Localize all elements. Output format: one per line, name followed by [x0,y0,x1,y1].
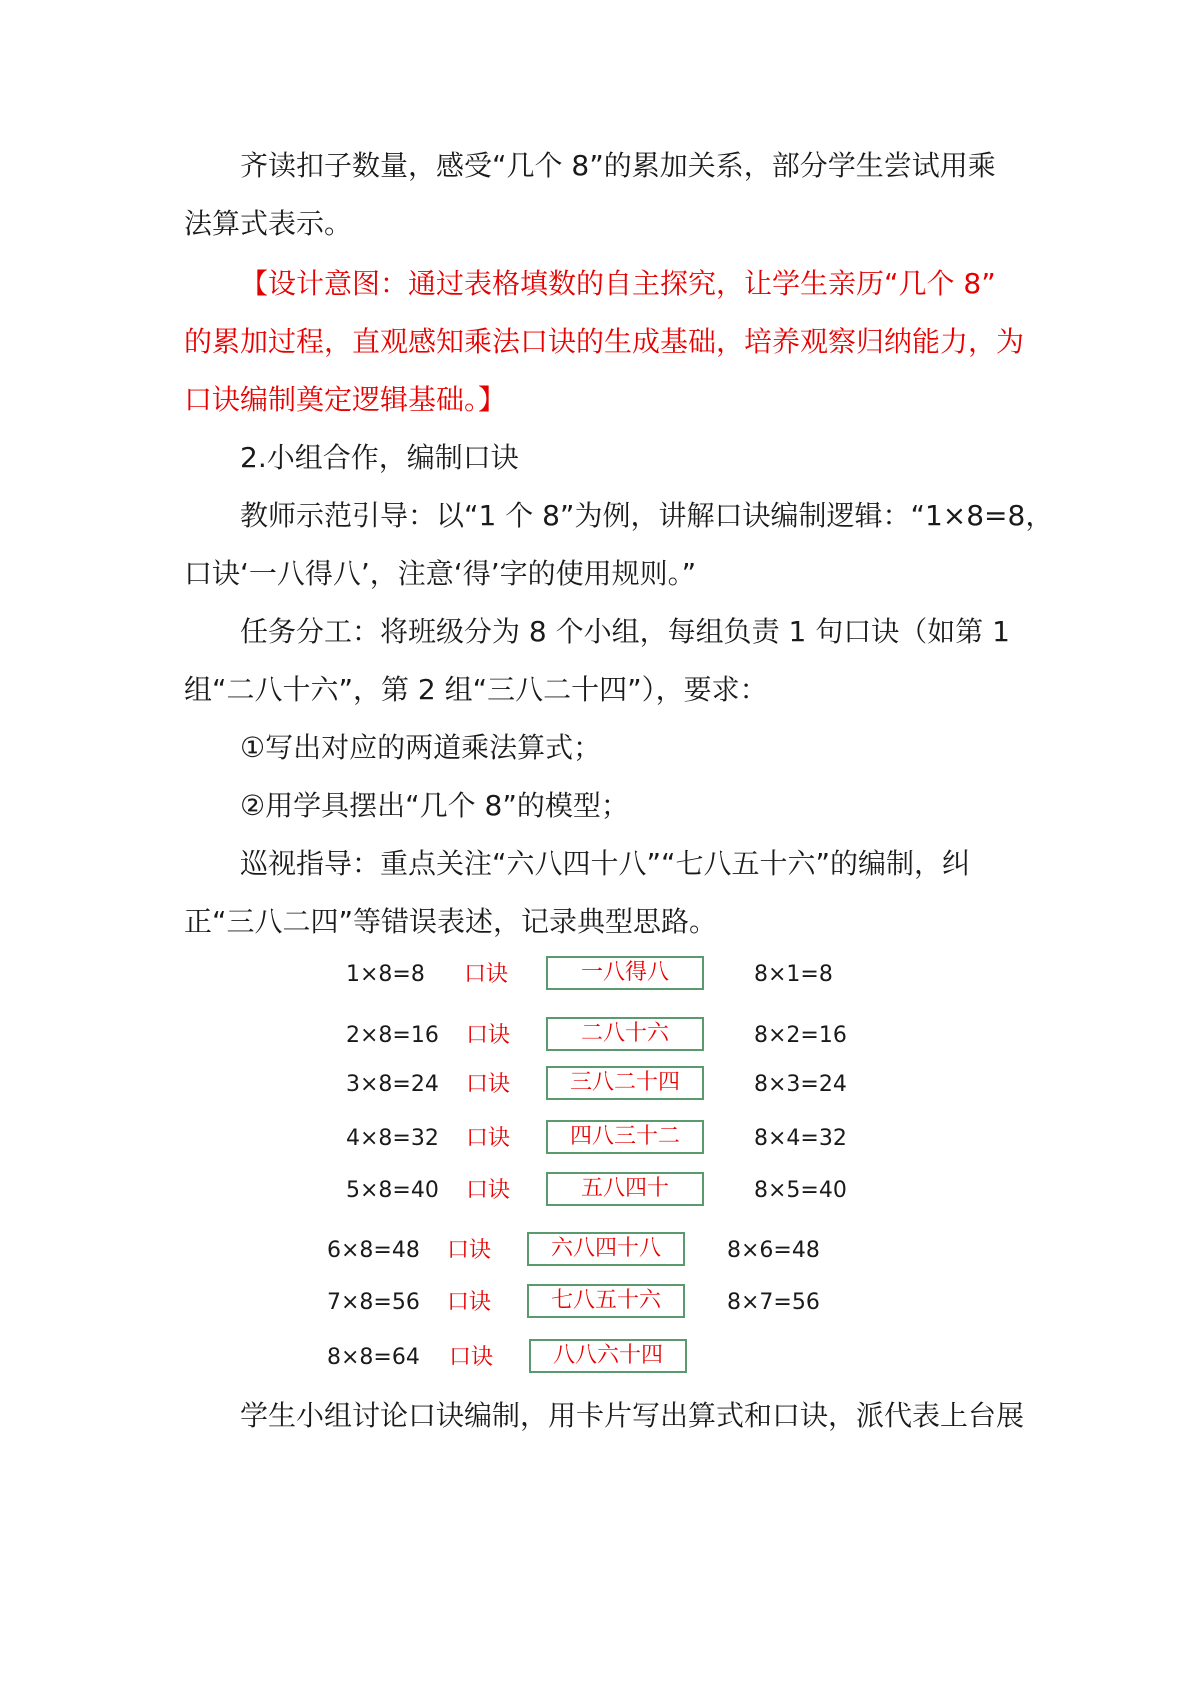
design-intent-line: 【设计意图：通过表格填数的自主探究，让学生亲历“几个 8” [240,267,996,300]
paragraph-line: 正“三八二四”等错误表述，记录典型思路。 [184,905,718,938]
equation-right: 8×1=8 [754,962,833,987]
rhyme-box: 四八三十二 [546,1120,704,1154]
rhyme-box: 二八十六 [546,1017,704,1051]
paragraph-line: 齐读扣子数量，感受“几个 8”的累加关系，部分学生尝试用乘 [240,149,996,182]
paragraph-line: 法算式表示。 [184,207,353,240]
paragraph-line: 学生小组讨论口诀编制，用卡片写出算式和口诀，派代表上台展 [240,1399,1025,1432]
rhyme-box: 八八六十四 [529,1339,687,1373]
paragraph-line: 组“二八十六”，第 2 组“三八二十四”），要求： [184,673,768,706]
equation-left: 6×8=48 [327,1238,420,1263]
rhyme-box: 三八二十四 [546,1066,704,1100]
equation-right: 8×7=56 [727,1290,820,1315]
rhyme-label: 口诀 [447,1290,492,1315]
equation-right: 8×3=24 [754,1072,847,1097]
paragraph-line: 任务分工：将班级分为 8 个小组，每组负责 1 句口诀（如第 1 [240,615,1010,648]
requirement-item: ①写出对应的两道乘法算式； [240,731,602,764]
design-intent-line: 口诀编制奠定逻辑基础。】 [184,383,507,416]
paragraph-line: 巡视指导：重点关注“六八四十八”“七八五十六”的编制，纠 [240,847,971,880]
rhyme-box: 六八四十八 [527,1232,685,1266]
equation-left: 7×8=56 [327,1290,420,1315]
equation-right: 8×2=16 [754,1023,847,1048]
equation-right: 8×6=48 [727,1238,820,1263]
rhyme-box: 一八得八 [546,956,704,990]
paragraph-line: 教师示范引导：以“1 个 8”为例，讲解口诀编制逻辑：“1×8=8， [240,499,1054,532]
equation-right: 8×5=40 [754,1178,847,1203]
rhyme-label: 口诀 [447,1238,492,1263]
equation-left: 8×8=64 [327,1345,420,1370]
equation-left: 5×8=40 [346,1178,439,1203]
rhyme-box: 七八五十六 [527,1284,685,1318]
paragraph-line: 口诀‘一八得八’，注意‘得’字的使用规则。” [184,557,697,590]
design-intent-line: 的累加过程，直观感知乘法口诀的生成基础，培养观察归纳能力，为 [184,325,1025,358]
requirement-item: ②用学具摆出“几个 8”的模型； [240,789,629,822]
rhyme-label: 口诀 [464,962,509,987]
rhyme-label: 口诀 [466,1178,511,1203]
rhyme-label: 口诀 [466,1126,511,1151]
equation-left: 3×8=24 [346,1072,439,1097]
rhyme-box: 五八四十 [546,1172,704,1206]
rhyme-label: 口诀 [466,1023,511,1048]
equation-right: 8×4=32 [754,1126,847,1151]
section-heading: 2.小组合作，编制口诀 [240,441,519,474]
equation-left: 4×8=32 [346,1126,439,1151]
equation-left: 1×8=8 [346,962,425,987]
equation-left: 2×8=16 [346,1023,439,1048]
rhyme-label: 口诀 [466,1072,511,1097]
rhyme-label: 口诀 [449,1345,494,1370]
